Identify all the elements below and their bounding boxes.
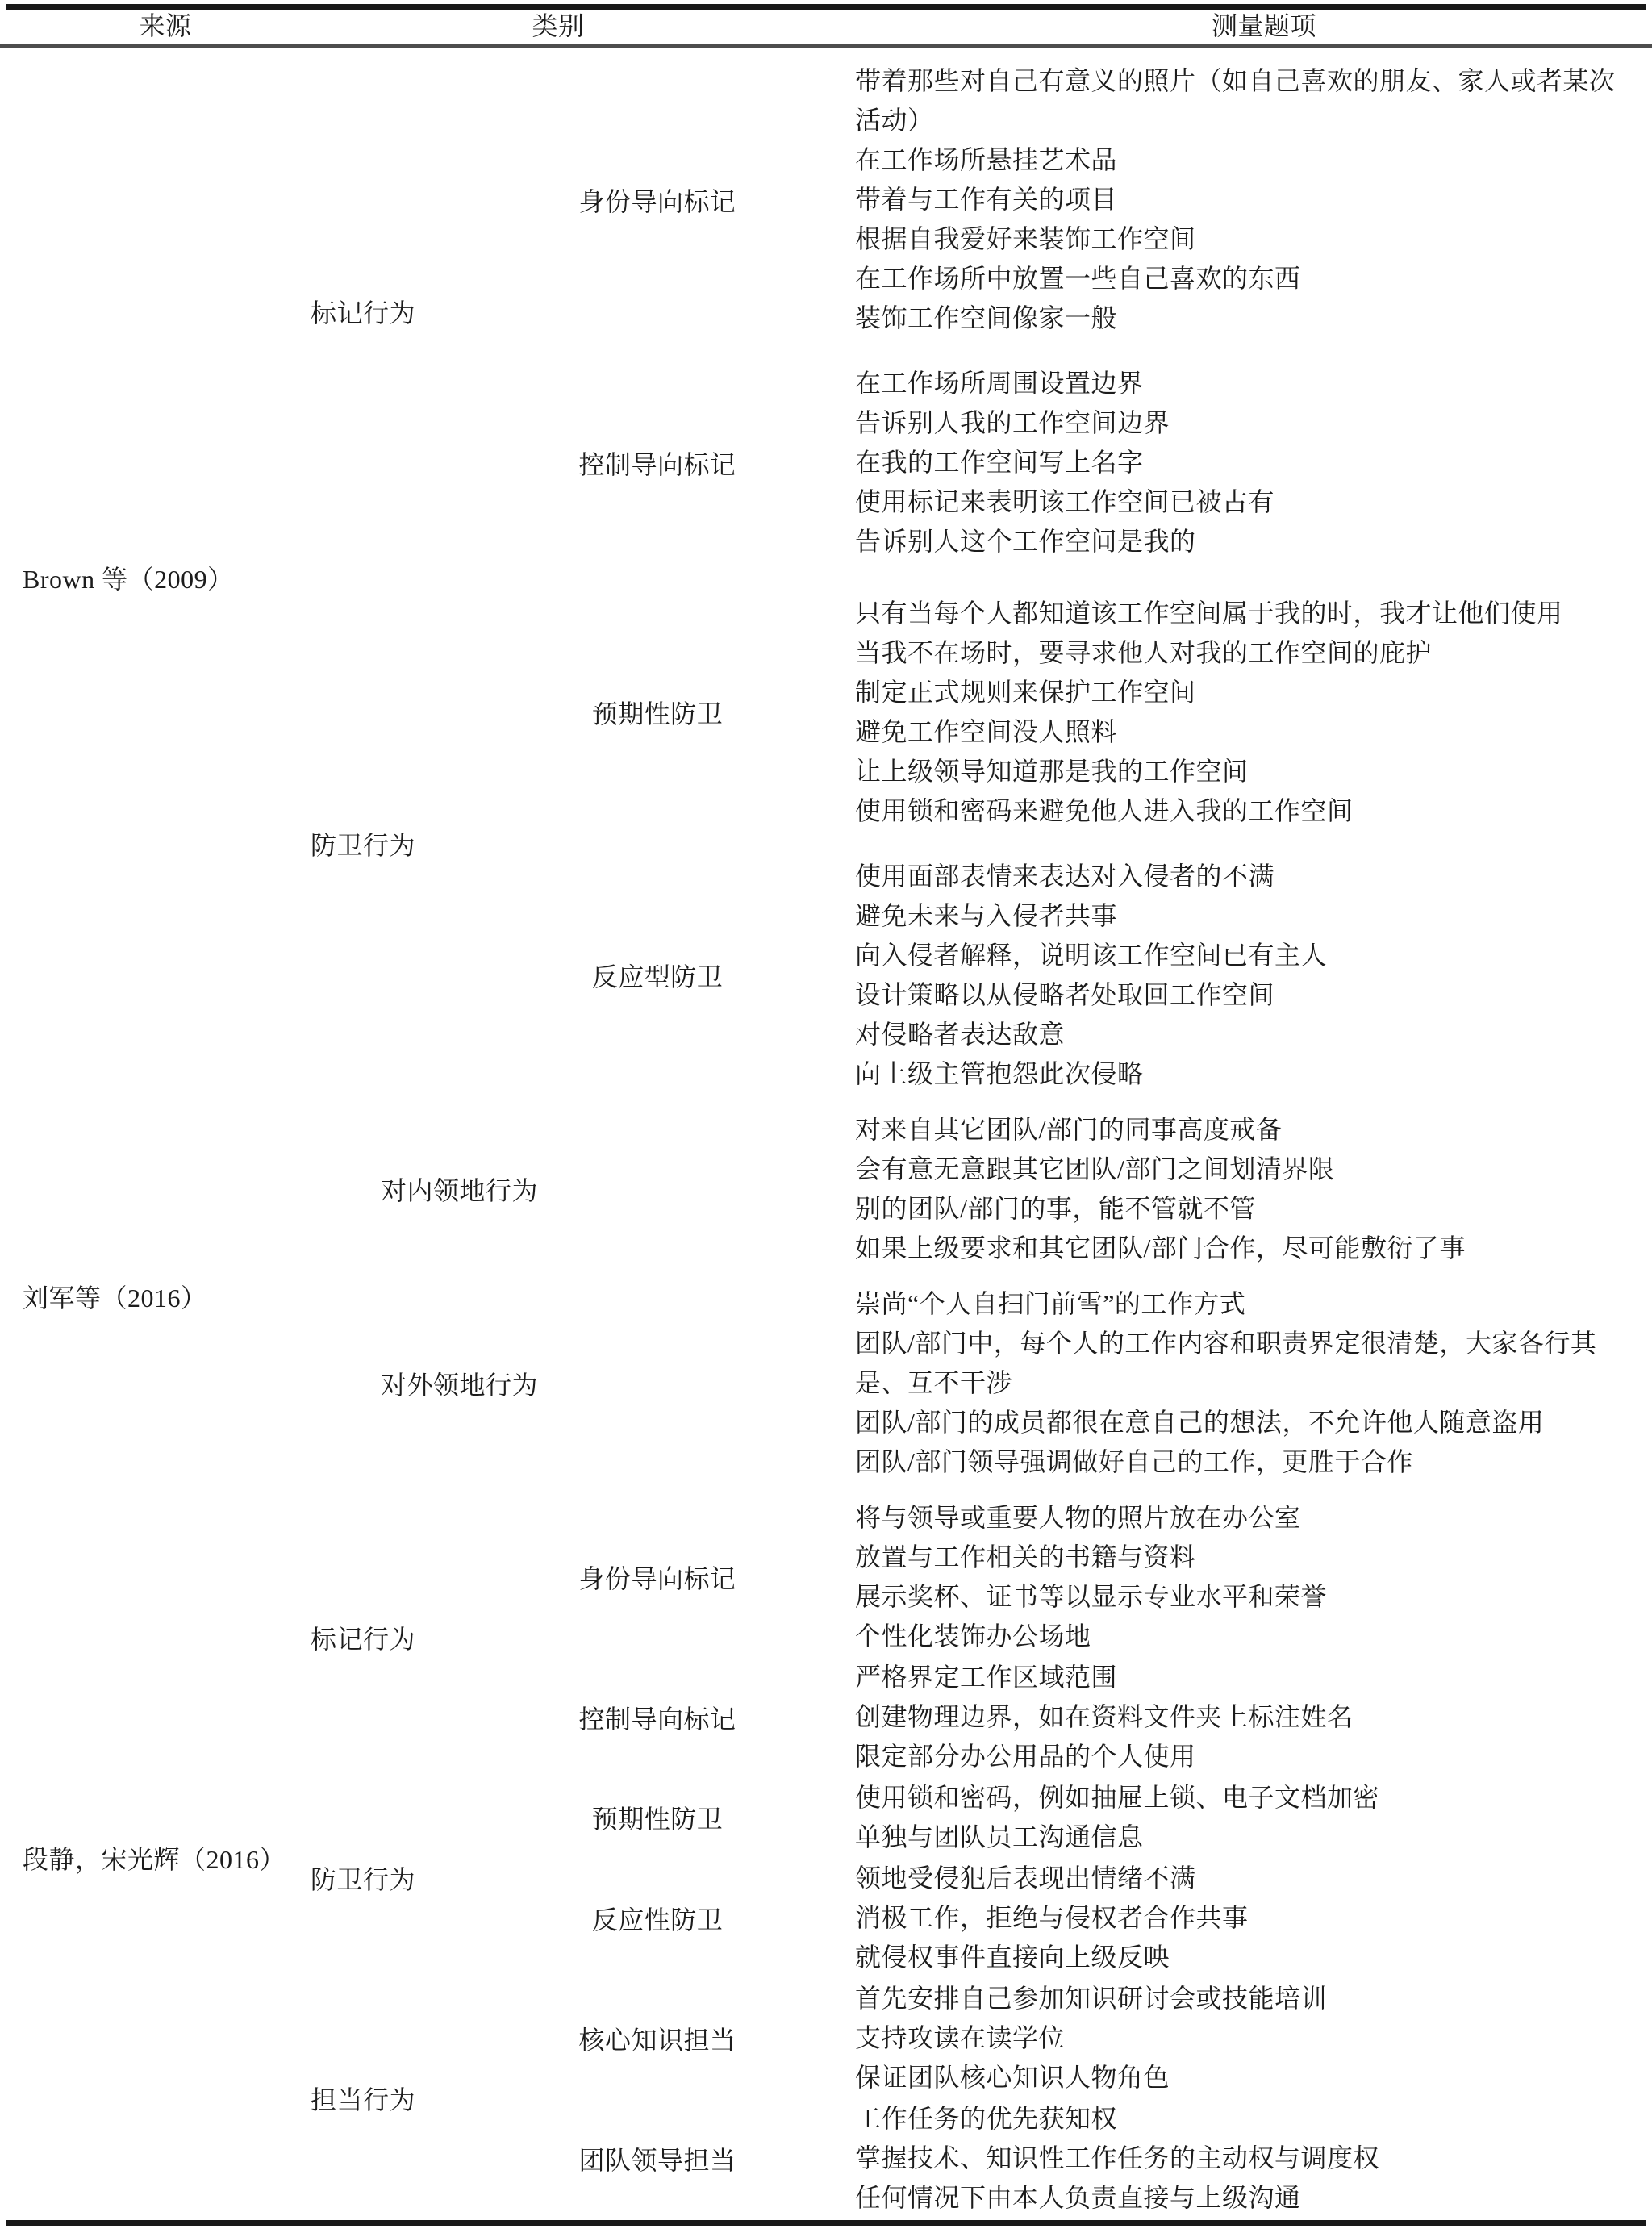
- measure-item: 告诉别人我的工作空间边界: [855, 408, 1170, 437]
- subcategory-label: 反应型防卫: [591, 962, 724, 991]
- subcategory-label: 控制导向标记: [578, 449, 736, 479]
- subcategory-groups: [460, 61, 1652, 561]
- item-list: [855, 61, 1621, 338]
- subgroup-anticipatory-defense: [460, 1778, 1652, 1857]
- item-list: [855, 2099, 1621, 2218]
- item-list: [855, 857, 1621, 1094]
- measure-item: 展示奖杯、证书等以显示专业水平和荣誉: [855, 1582, 1328, 1611]
- subcategory-label: 身份导向标记: [578, 186, 736, 216]
- subgroup-reactive-defense: [460, 1859, 1652, 1977]
- measure-item: 使用标记来表明该工作空间已被占有: [855, 487, 1275, 516]
- measure-item: 带着与工作有关的项目: [855, 185, 1118, 214]
- category-groups: [266, 61, 1652, 1094]
- measure-item: 掌握技术、知识性工作任务的主动权与调度权: [855, 2143, 1380, 2172]
- category-label: 防卫行为: [310, 1864, 415, 1894]
- measure-item: 首先安排自己参加知识研讨会或技能培训: [855, 1984, 1328, 2013]
- subcategory-cell: [460, 1498, 855, 1656]
- column-header-category: 类别: [532, 11, 585, 40]
- subcategory-label: 控制导向标记: [578, 1704, 736, 1734]
- subcategory-cell: [460, 1658, 855, 1776]
- source-section-brown: [0, 61, 1652, 1094]
- measure-item: 设计策略以从侵略者处取回工作空间: [855, 980, 1275, 1009]
- subgroup-anticipatory-defense: [460, 594, 1652, 831]
- measure-item: 严格界定工作区域范围: [855, 1663, 1118, 1692]
- subcategory-cell: [460, 594, 855, 831]
- measure-item: 对侵略者表达敌意: [855, 1020, 1066, 1049]
- subcategory-cell: [460, 1778, 855, 1857]
- subcategory-groups: [460, 594, 1652, 1094]
- source-cell: [0, 1110, 266, 1482]
- measure-item: 别的团队/部门的事，能不管就不管: [855, 1194, 1256, 1223]
- measure-item: 任何情况下由本人负责直接与上级沟通: [855, 2183, 1301, 2212]
- item-list: [855, 1658, 1621, 1776]
- measure-item: 保证团队核心知识人物角色: [855, 2063, 1170, 2092]
- header-separator-rule: [0, 44, 1652, 48]
- measure-item: 告诉别人这个工作空间是我的: [855, 527, 1196, 556]
- measure-item: 使用锁和密码，例如抽屉上锁、电子文档加密: [855, 1783, 1380, 1812]
- subcategory-label: 核心知识担当: [578, 2025, 736, 2055]
- measure-item: 使用锁和密码来避免他人进入我的工作空间: [855, 796, 1354, 825]
- subcategory-cell: [460, 857, 855, 1094]
- subgroup-team-leadership-responsibility: [460, 2099, 1652, 2218]
- category-cell: [266, 1979, 460, 2218]
- measure-item: 让上级领导知道那是我的工作空间: [855, 757, 1249, 786]
- measure-item: 当我不在场时，要寻求他人对我的工作空间的庇护: [855, 638, 1433, 667]
- measure-item: 根据自我爱好来装饰工作空间: [855, 224, 1196, 253]
- item-list: [855, 1498, 1621, 1656]
- measure-item: 避免未来与入侵者共事: [855, 901, 1118, 930]
- subcategory-label: 预期性防卫: [591, 1805, 724, 1834]
- measure-item: 对来自其它团队/部门的同事高度戒备: [855, 1115, 1283, 1144]
- category-label: 担当行为: [310, 2085, 415, 2114]
- source-label: Brown 等（2009）: [23, 565, 234, 594]
- source-section-liujun: [0, 1110, 1652, 1482]
- item-list: [855, 1110, 1621, 1268]
- measure-item: 只有当每个人都知道该工作空间属于我的时，我才让他们使用: [855, 599, 1563, 628]
- column-header-source: 来源: [139, 11, 192, 40]
- category-groups: [266, 1110, 1652, 1482]
- category-cell: [266, 1284, 855, 1482]
- subcategory-cell: [460, 1979, 855, 2097]
- subcategory-groups: [460, 1498, 1652, 1776]
- subgroup-reactionary-defense: [460, 857, 1652, 1094]
- measure-item: 创建物理边界，如在资料文件夹上标注姓名: [855, 1702, 1354, 1731]
- measure-item: 单独与团队员工沟通信息: [855, 1822, 1144, 1851]
- category-group-internal-territorial: [266, 1110, 1652, 1268]
- measure-item: 避免工作空间没人照料: [855, 717, 1118, 746]
- measure-item: 团队/部门的成员都很在意自己的想法，不允许他人随意盗用: [855, 1408, 1545, 1437]
- category-group-marking: [266, 1498, 1652, 1776]
- measure-item: 领地受侵犯后表现出情绪不满: [855, 1864, 1196, 1893]
- measure-item: 将与领导或重要人物的照片放在办公室: [855, 1503, 1301, 1532]
- item-list: [855, 1979, 1621, 2097]
- measure-item: 个性化装饰办公场地: [855, 1622, 1091, 1651]
- measure-item: 制定正式规则来保护工作空间: [855, 678, 1196, 707]
- source-cell: [0, 1498, 286, 2218]
- category-label: 对外领地行为: [381, 1370, 539, 1400]
- measure-item: 崇尚“个人自扫门前雪”的工作方式: [855, 1289, 1246, 1318]
- category-label: 标记行为: [310, 298, 415, 328]
- measure-item: 就侵权事件直接向上级反映: [855, 1943, 1170, 1972]
- measure-item: 放置与工作相关的书籍与资料: [855, 1542, 1196, 1571]
- column-header-items: 测量题项: [1211, 11, 1317, 40]
- measure-item: 在工作场所悬挂艺术品: [855, 145, 1118, 174]
- item-list: [855, 364, 1621, 561]
- category-group-external-territorial: [266, 1284, 1652, 1482]
- category-cell: [266, 594, 460, 1094]
- category-groups: [266, 1498, 1652, 2218]
- table-body: [0, 61, 1652, 2218]
- source-label: 刘军等（2016）: [23, 1283, 207, 1313]
- subgroup-core-knowledge-responsibility: [460, 1979, 1652, 2097]
- subcategory-label: 身份导向标记: [578, 1564, 736, 1593]
- measure-item: 会有意无意跟其它团队/部门之间划清界限: [855, 1154, 1335, 1183]
- subgroup-control-marking: [460, 1658, 1652, 1776]
- category-group-responsibility: [266, 1979, 1652, 2218]
- subcategory-label: 反应性防卫: [591, 1905, 724, 1935]
- category-cell: [266, 1498, 460, 1776]
- measure-item: 如果上级要求和其它团队/部门合作，尽可能敷衍了事: [855, 1233, 1466, 1263]
- category-group-defense: [266, 594, 1652, 1094]
- measure-item: 消极工作，拒绝与侵权者合作共事: [855, 1903, 1249, 1932]
- category-label: 对内领地行为: [381, 1176, 539, 1205]
- category-cell: [266, 1110, 855, 1268]
- measure-item: 带着那些对自己有意义的照片（如自己喜欢的朋友、家人或者某次活动）: [855, 66, 1616, 135]
- measure-item: 工作任务的优先获知权: [855, 2104, 1118, 2133]
- measure-item: 团队/部门领导强调做好自己的工作，更胜于合作: [855, 1447, 1413, 1476]
- table-top-rule: [6, 4, 1646, 10]
- category-cell: [266, 1778, 460, 1977]
- measure-item: 在工作场所周围设置边界: [855, 369, 1144, 398]
- measure-item: 在我的工作空间写上名字: [855, 448, 1144, 477]
- item-list: [855, 594, 1621, 831]
- subgroup-identity-marking: [460, 61, 1652, 338]
- measure-item: 团队/部门中，每个人的工作内容和职责界定很清楚，大家各行其是、互不干涉: [855, 1329, 1597, 1397]
- subcategory-label: 预期性防卫: [591, 699, 724, 728]
- measure-item: 支持攻读在读学位: [855, 2023, 1066, 2052]
- subcategory-groups: [460, 1979, 1652, 2218]
- measure-item: 在工作场所中放置一些自己喜欢的东西: [855, 264, 1301, 293]
- source-label: 段静，宋光辉（2016）: [23, 1845, 286, 1874]
- subcategory-label: 团队领导担当: [578, 2145, 736, 2175]
- item-list: [855, 1859, 1621, 1977]
- category-label: 防卫行为: [310, 831, 415, 860]
- category-group-defense: [266, 1778, 1652, 1977]
- subcategory-cell: [460, 61, 855, 338]
- category-cell: [266, 61, 460, 561]
- subcategory-cell: [460, 1859, 855, 1977]
- item-list: [855, 1778, 1621, 1857]
- source-cell: [0, 61, 266, 1094]
- category-group-marking: [266, 61, 1652, 561]
- subcategory-groups: [460, 1778, 1652, 1977]
- measure-item: 限定部分办公用品的个人使用: [855, 1742, 1196, 1771]
- subcategory-cell: [460, 364, 855, 561]
- subgroup-control-marking: [460, 364, 1652, 561]
- subcategory-cell: [460, 2099, 855, 2218]
- item-list: [855, 1284, 1621, 1482]
- table-bottom-rule: [6, 2220, 1646, 2226]
- measure-item: 向上级主管抱怨此次侵略: [855, 1059, 1144, 1088]
- measure-item: 使用面部表情来表达对入侵者的不满: [855, 862, 1275, 891]
- category-label: 标记行为: [310, 1624, 415, 1654]
- measure-item: 装饰工作空间像家一般: [855, 303, 1118, 332]
- source-section-duanjing: [0, 1498, 1652, 2218]
- measure-item: 向入侵者解释，说明该工作空间已有主人: [855, 941, 1328, 970]
- subgroup-identity-marking: [460, 1498, 1652, 1656]
